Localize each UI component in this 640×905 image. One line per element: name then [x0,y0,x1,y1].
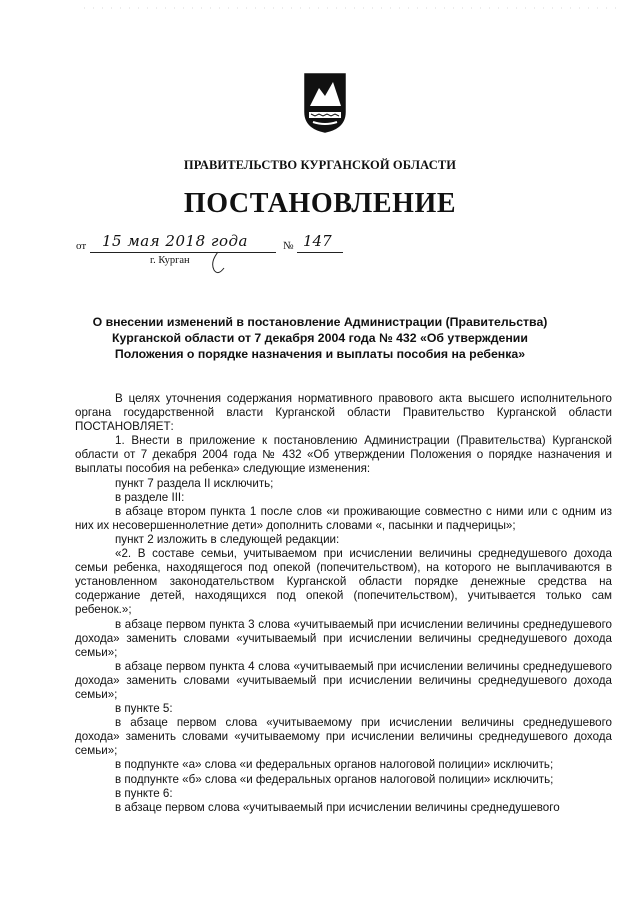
body-paragraph: в абзаце первом слова «учитываемому при исчислении величины среднедушевого дохода» заменить словами «учитываемому при исчислении величины среднедушевого дохода семьи»; [75,716,612,758]
document-title [60,314,580,362]
body-paragraph: в пункте 6: [115,786,173,800]
city-label: г. Курган [150,255,190,266]
body-paragraph: «2. В составе семьи, учитываемом при исчислении величины среднедушевого дохода семьи ребенка, находящегося под опекой (попечительством), на которого не выплачиваются в установленном законодательством Курганской области порядке денежные средства на содержание детей, находящихся под опекой (попечительством), учитывается только сам ребенок.»; [75,547,612,617]
date-number-line [0,232,640,272]
body-paragraph: в пункте 5: [115,702,173,716]
body-paragraph: в абзаце втором пункта 1 после слов «и проживающие совместно с ними или с одним из них их несовершеннолетние дети» дополнить словами «, пасынки и падчерицы»; [75,504,612,532]
body-paragraph: В целях уточнения содержания нормативного правового акта высшего исполнительного органа государственной власти Курганской области Правительство Курганской области ПОСТАНОВЛЯЕТ: [75,392,612,434]
body-paragraph: 1. Внести в приложение к постановлению Администрации (Правительства) Курганской области от 7 декабря 2004 года № 432 «Об утверждении Положения о порядке назначения и выплаты пособия на ребенка» следующие изменения: [75,434,612,476]
document-body [75,392,612,815]
handwriting-stroke [200,248,260,278]
title-line: Положения о порядке назначения и выплаты пособия на ребенка» [114,347,526,361]
body-paragraph: в подпункте «а» слова «и федеральных органов налоговой полиции» исключить; [115,758,554,772]
title-line: О внесении изменений в постановление Администрации (Правительства) [92,315,548,329]
handwritten-number: 147 [303,232,332,250]
date-from-label: от [76,240,87,252]
coat-of-arms-icon [303,72,347,134]
title-line: Курганской области от 7 декабря 2004 года № 432 «Об утверждении [112,331,528,345]
government-name: ПРАВИТЕЛЬСТВО КУРГАНСКОЙ ОБЛАСТИ [183,158,457,172]
body-paragraph: в подпункте «б» слова «и федеральных органов налоговой полиции» исключить; [115,772,554,786]
body-paragraph: пункт 2 изложить в следующей редакции: [115,532,340,546]
body-paragraph: в абзаце первом слова «учитываемый при исчислении величины среднедушевого [115,800,560,814]
scan-artifact [80,6,620,10]
body-paragraph: пункт 7 раздела II исключить; [115,476,274,490]
body-paragraph: в разделе III: [115,490,185,504]
body-paragraph: в абзаце первом пункта 3 слова «учитываемый при исчислении величины среднедушевого дохода» заменить словами «учитываемый при исчислении величины среднедушевого дохода семьи»; [75,617,612,659]
body-paragraph: в абзаце первом пункта 4 слова «учитываемый при исчислении величины среднедушевого дохода» заменить словами «учитываемый при исчислении величины среднедушевого дохода семьи»; [75,659,612,701]
number-label: № [283,240,294,252]
handwritten-date: 15 мая 2018 года [102,232,248,250]
document-type: ПОСТАНОВЛЕНИЕ [183,188,457,219]
number-underline [297,252,343,253]
